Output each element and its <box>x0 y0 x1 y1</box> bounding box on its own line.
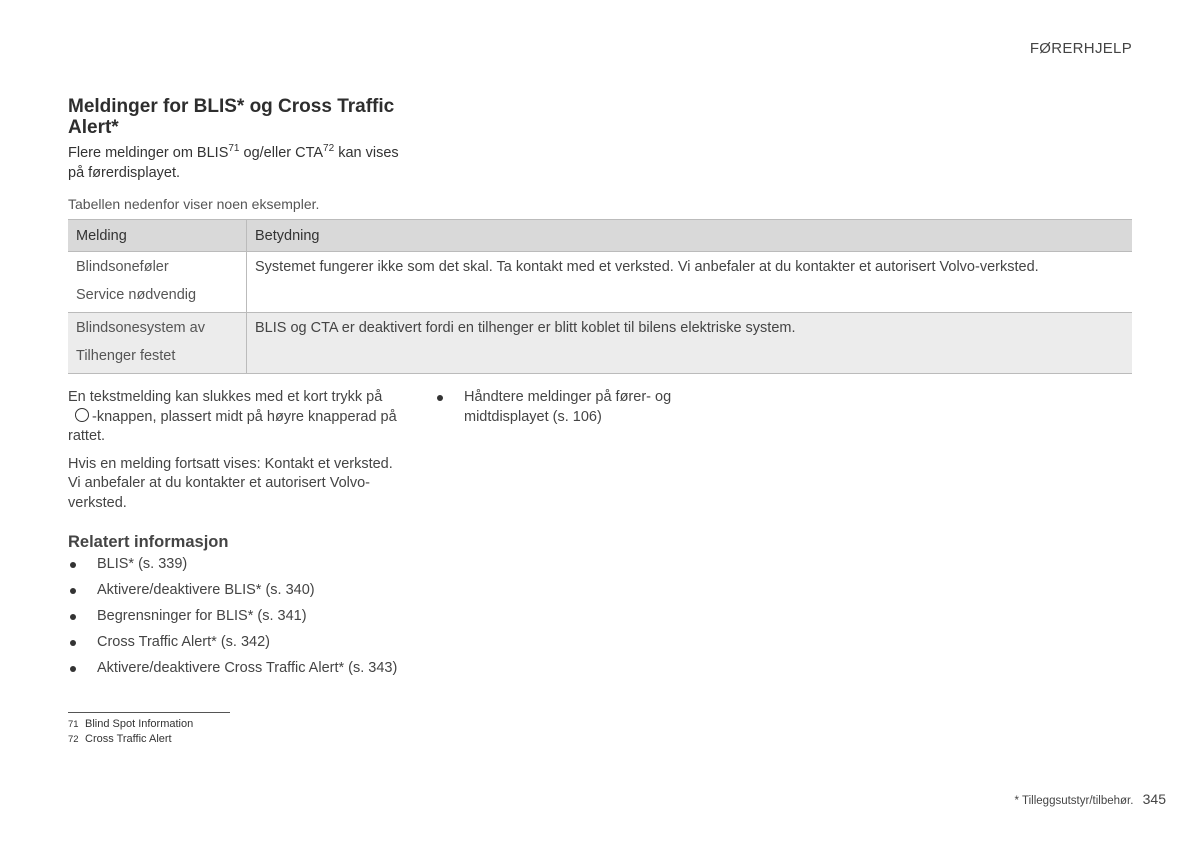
intro-paragraph <box>68 143 408 183</box>
page-footer <box>1015 791 1166 807</box>
related-link-activate-cta[interactable]: Aktivere/deaktivere Cross Traffic Alert* (s. 343) <box>68 659 404 679</box>
column-header-meaning: Betydning <box>247 220 1133 252</box>
footnote-number: 72 <box>68 734 79 745</box>
footnotes <box>68 712 230 747</box>
intro-text-3: kan vises på førerdisplayet. <box>68 145 399 181</box>
related-list-continued <box>435 388 735 427</box>
footnote-number: 71 <box>68 719 79 730</box>
message-line: Tilhenger festet <box>76 348 176 364</box>
dismiss-text-2: -knappen, plassert midt på høyre knapperad på rattet. <box>68 408 397 444</box>
section-header: FØRERHJELP <box>1029 40 1132 57</box>
table-row <box>68 252 1132 313</box>
related-link-activate-blis[interactable]: Aktivere/deaktivere BLIS* (s. 340) <box>68 581 404 601</box>
related-link-cta[interactable]: Cross Traffic Alert* (s. 342) <box>68 633 404 653</box>
table-header-row <box>68 220 1132 252</box>
page-title: Meldinger for BLIS* og Cross Traffic Alert* <box>68 96 395 138</box>
footnote-ref-71[interactable]: 71 <box>228 143 240 155</box>
message-line: Blindsonesystem av <box>76 320 205 336</box>
footnote-72 <box>68 732 230 747</box>
footnote-71 <box>68 717 230 732</box>
table-caption: Tabellen nedenfor viser noen eksempler. <box>68 196 320 212</box>
dismiss-text-1: En tekstmelding kan slukkes med et kort trykk på <box>68 389 383 405</box>
related-link-blis[interactable]: BLIS* (s. 339) <box>68 555 404 575</box>
related-link-blis-limitations[interactable]: Begrensninger for BLIS* (s. 341) <box>68 607 404 627</box>
intro-text-2: og/eller CTA <box>239 145 324 161</box>
messages-table <box>68 219 1132 374</box>
accessory-note: * Tilleggsutstyr/tilbehør. <box>1014 795 1134 807</box>
related-link-display-messages[interactable]: Håndtere meldinger på fører- og midtdisplayet (s. 106) <box>435 388 735 427</box>
intro-text-1: Flere meldinger om BLIS <box>68 145 229 161</box>
footnote-text: Cross Traffic Alert <box>85 733 172 745</box>
page-number: 345 <box>1142 791 1166 807</box>
meaning-cell: BLIS og CTA er deaktivert fordi en tilhenger er blitt koblet til bilens elektriske system. <box>247 313 1133 374</box>
left-column <box>68 388 404 685</box>
o-button-icon <box>75 408 89 422</box>
message-cell <box>68 313 247 374</box>
dismiss-paragraph <box>68 388 404 447</box>
message-line: Blindsoneføler <box>76 259 169 275</box>
table-row <box>68 313 1132 374</box>
related-heading: Relatert informasjon <box>68 533 229 551</box>
message-line: Service nødvendig <box>76 287 197 303</box>
footnote-ref-72[interactable]: 72 <box>323 143 335 155</box>
message-cell <box>68 252 247 313</box>
contact-paragraph: Hvis en melding fortsatt vises: Kontakt et verksted. Vi anbefaler at du kontakter et autorisert Volvo-verksted. <box>68 455 393 511</box>
column-header-message: Melding <box>68 220 247 252</box>
meaning-cell: Systemet fungerer ikke som det skal. Ta kontakt med et verksted. Vi anbefaler at du kontakter et autorisert Volvo-verksted. <box>247 252 1133 313</box>
footnote-text: Blind Spot Information <box>85 718 194 730</box>
related-list <box>68 555 404 679</box>
right-column <box>435 388 735 434</box>
